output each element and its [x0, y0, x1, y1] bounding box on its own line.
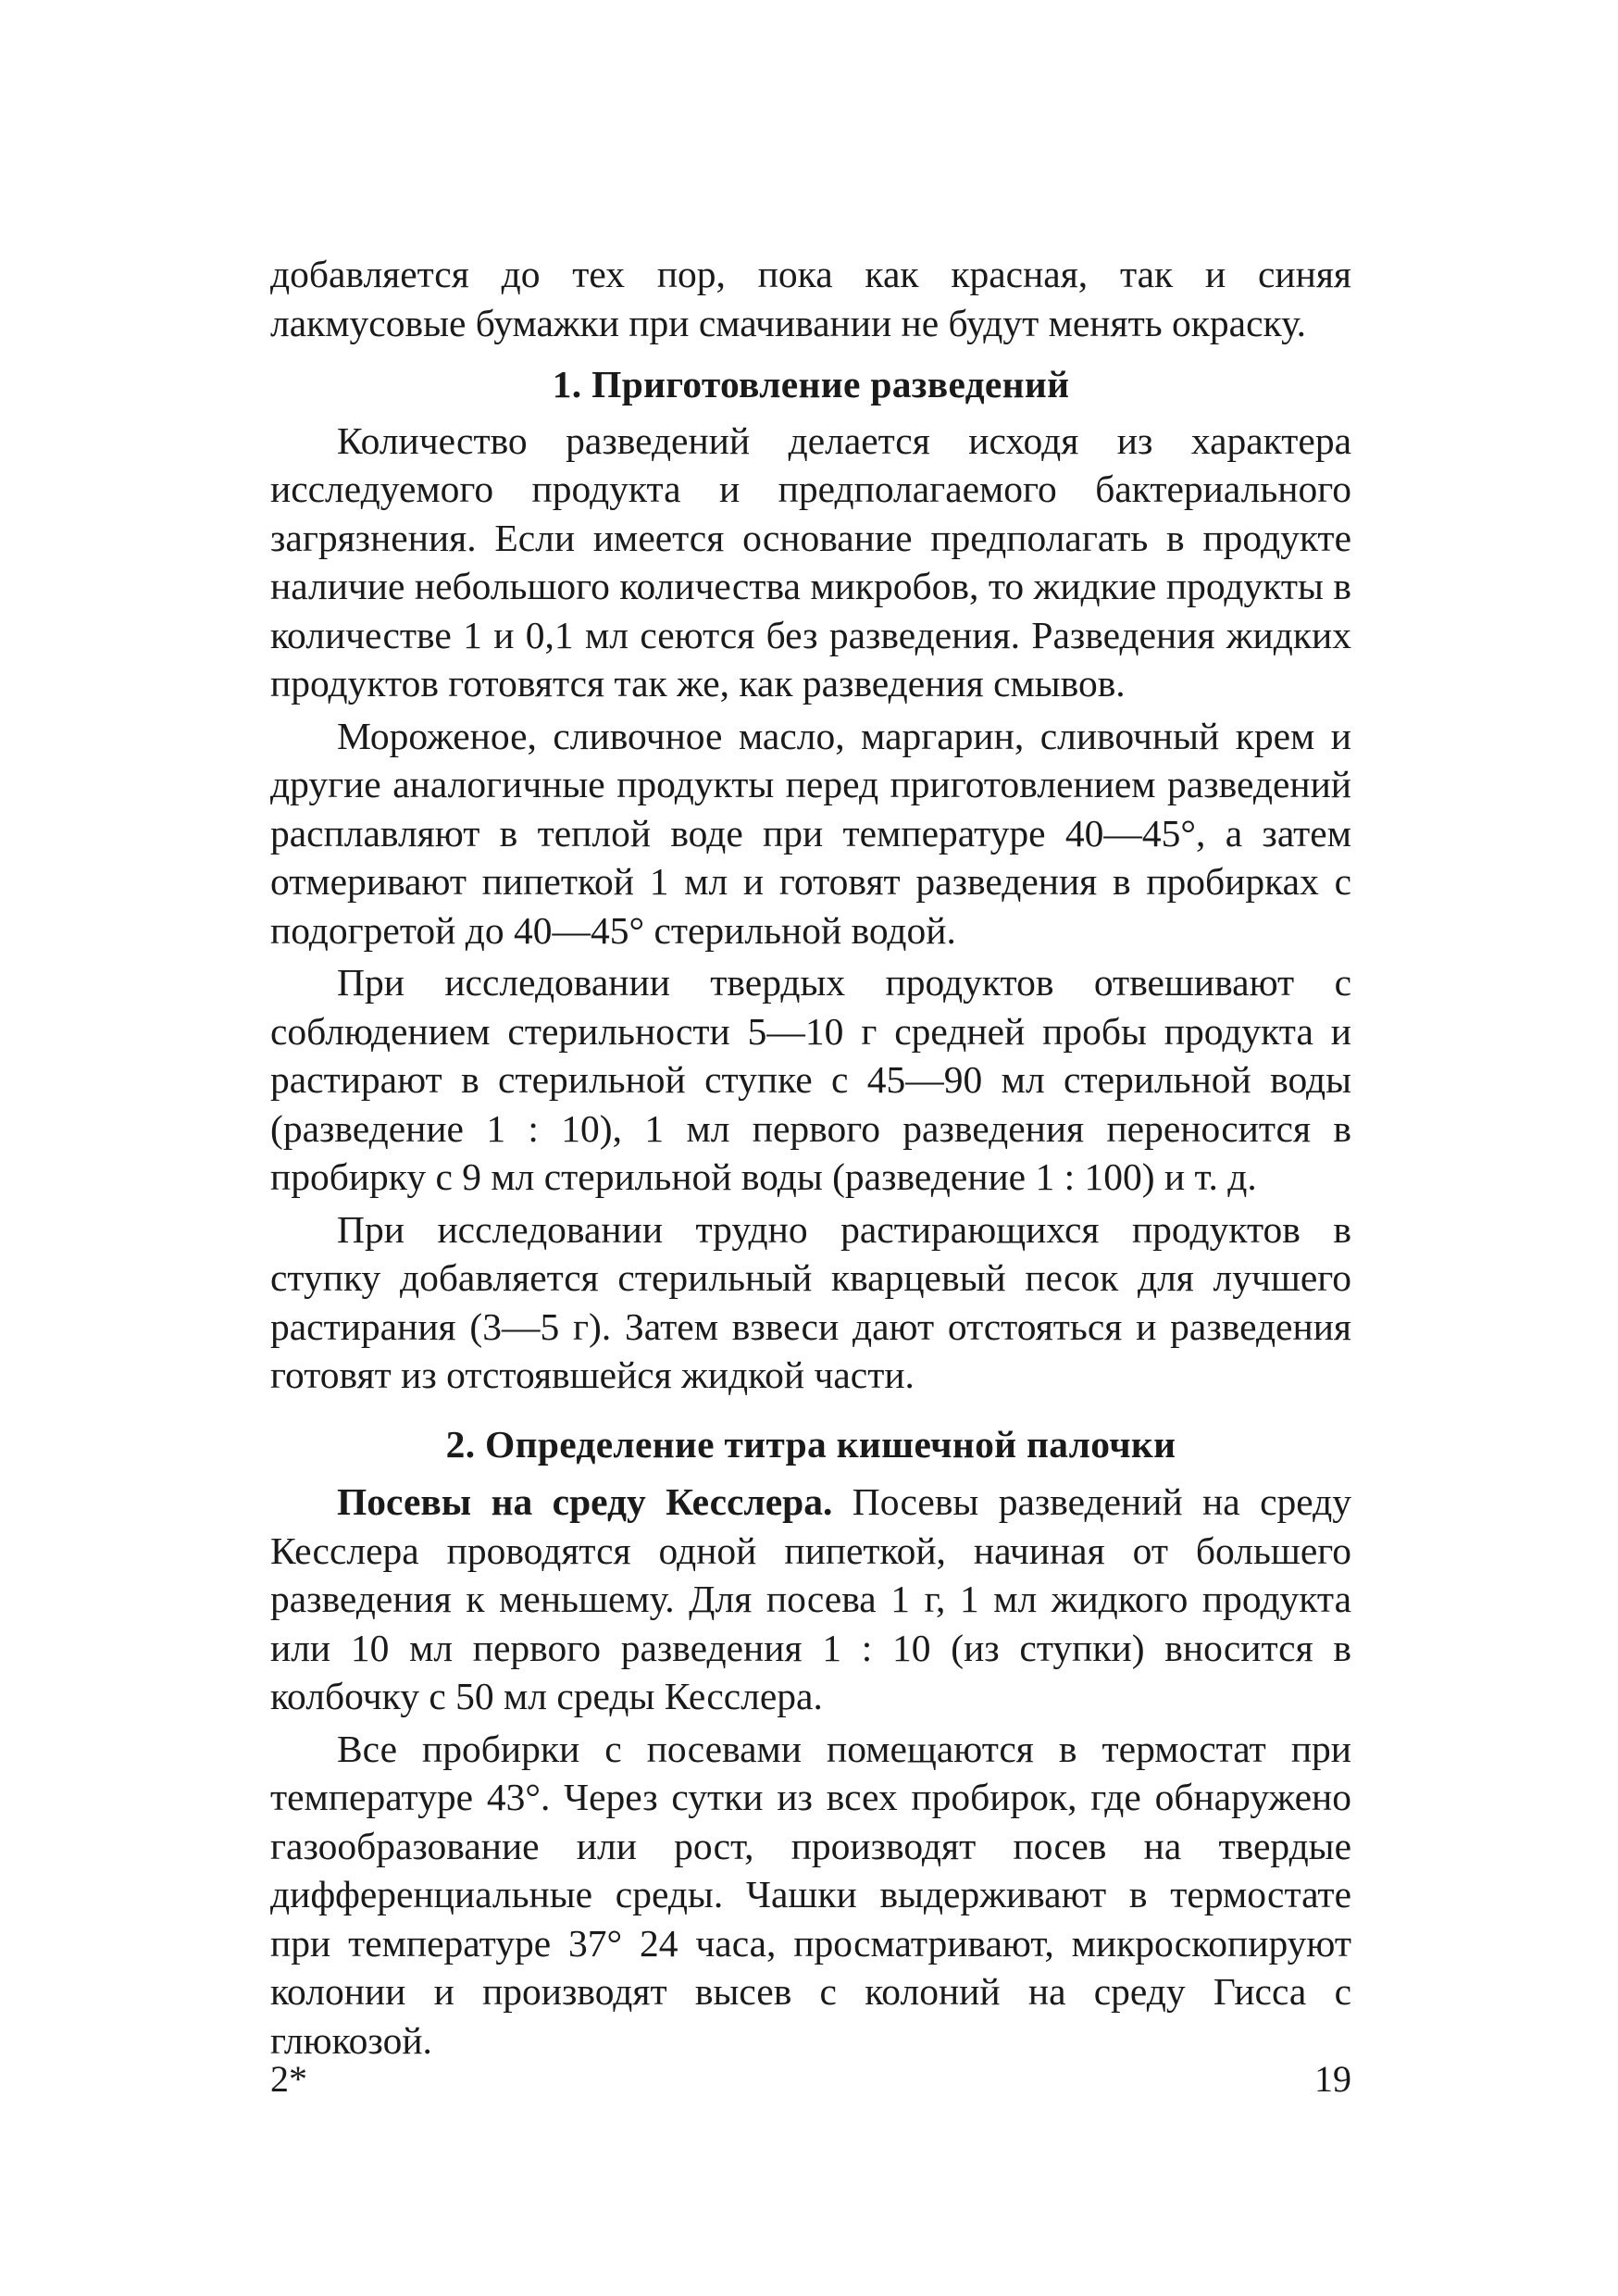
section-1-paragraph-3: При исследовании твердых продуктов отвешивают с соблюдением стерильности 5—10 г средней пробы продукта и растирают в стерильной ступке с 45—90 мл стерильной воды (разведение 1 : 10), 1 мл первого разведения переносится в пробирку с 9 мл стерильной воды (разведение 1 : 100) и т. д. — [270, 961, 1351, 1198]
page-content — [270, 250, 1351, 2065]
section-2-heading: 2. Определение титра кишечной палочки — [445, 1422, 1176, 1466]
section-2-paragraph-2: Все пробирки с посевами помещаются в термостат при температуре 43°. Через сутки из всех пробирок, где обнаружено газообразование или рост, производят посев на твердые дифференциальные среды. Чашки выдерживают в термостате при температуре 37° 24 часа, просматривают, микроскопируют колонии и производят высев с колоний на среду Гисса с глюкозой. — [270, 1727, 1351, 2062]
page-number: 19 — [1314, 2058, 1351, 2100]
signature-mark: 2* — [270, 2058, 307, 2100]
section-2-paragraph-1 — [270, 1478, 1351, 1721]
section-1-paragraph-4: При исследовании трудно растирающихся продуктов в ступку добавляется стерильный кварцевый песок для лучшего растирания (3—5 г). Затем взвеси дают отстояться и разведения готовят из отстоявшейся жидкой части. — [270, 1207, 1351, 1396]
intro-paragraph: добавляется до тех пор, пока как красная, так и синяя лакмусовые бумажки при смачивании не будут менять окраску. — [270, 253, 1351, 344]
section-1-paragraph-2: Мороженое, сливочное масло, маргарин, сливочный крем и другие аналогичные продукты перед приготовлением разведений расплавляют в теплой воде при температуре 40—45°, а затем отмеривают пипеткой 1 мл и готовят разведения в пробирках с подогретой до 40—45° стерильной водой. — [270, 714, 1351, 952]
section-2-lead-text: Посевы разведений на среду Кесслера проводятся одной пипеткой, начиная от большего разведения к меньшему. Для посева 1 г, 1 мл жидкого продукта или 10 мл первого разведения 1 : 10 (из ступки) вносится в колбочку с 50 мл среды Кесслера. — [270, 1480, 1351, 1717]
section-1-paragraph-1: Количество разведений делается исходя из характера исследуемого продукта и предполагаемого бактериального загрязнения. Если имеется основание предполагать в продукте наличие небольшого количества микробов, то жидкие продукты в количестве 1 и 0,1 мл сеются без разведения. Разведения жидких продуктов готовятся так же, как разведения смывов. — [270, 418, 1351, 705]
page-footer — [270, 2053, 1351, 2105]
section-2-lead-title: Посевы на среду Кесслера. — [337, 1480, 833, 1523]
section-1-heading: 1. Приготовление разведений — [552, 363, 1070, 406]
